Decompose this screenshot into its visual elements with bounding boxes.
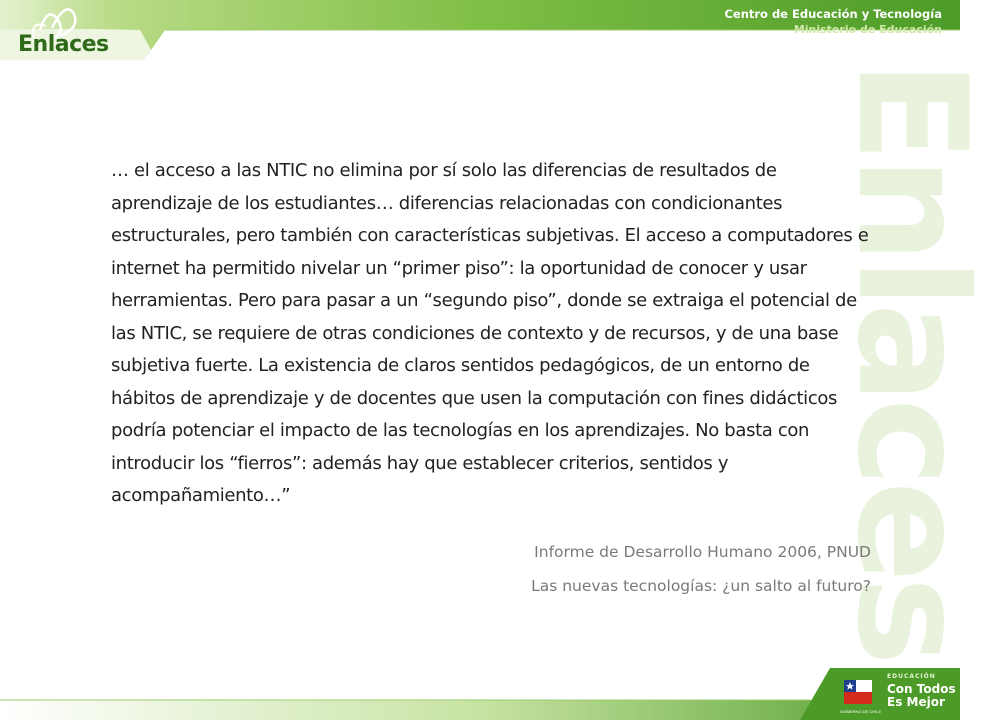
quote-text: … el acceso a las NTIC no elimina por sí solo las diferencias de resultados de aprendizaje de los estudiantes… diferencias relacionadas con condicionantes estructurales, pero también con características subjetivas. El acceso a computadores e internet ha permitido nivelar un “primer piso”: la oportunidad de conocer y usar herramientas. Pero para pasar a un “segundo piso”, donde se extraiga el potencial de las NTIC, se requiere de otras condiciones de contexto y de recursos, y de una base subjetiva fuerte. La existencia de claros sentidos pedagógicos, de un entorno de hábitos de aprendizaje y de docentes que usen la computación con fines didácticos podría potenciar el impacto de las tecnologías en los aprendizajes. No basta con introducir los “fierros”: además hay que establecer criterios, sentidos y acompañamiento…” — [111, 160, 869, 506]
education-slogan — [887, 670, 956, 709]
slogan-line-2: Es Mejor — [887, 695, 945, 709]
education-label: EDUCACIÓN — [887, 673, 936, 680]
government-label: GOBIERNO DE CHILE — [840, 709, 882, 714]
slogan-line-1: Con Todos — [887, 682, 956, 696]
org-line-1: Centro de Educación y Tecnología — [724, 7, 942, 21]
source-line-1: Informe de Desarrollo Humano 2006, PNUD — [534, 543, 871, 561]
chile-government-emblem-icon — [838, 674, 878, 710]
enlaces-logo — [0, 0, 150, 70]
header-bar — [0, 0, 960, 66]
footer-bar — [0, 660, 960, 720]
org-line-2: Ministerio de Educación — [793, 23, 942, 36]
logo-text: Enlaces — [18, 32, 109, 57]
organization-name — [724, 7, 942, 37]
footer-band-graphic — [0, 660, 960, 720]
source-line-2: Las nuevas tecnologías: ¿un salto al futuro? — [531, 577, 871, 595]
watermark-text: Enlaces — [824, 60, 998, 660]
